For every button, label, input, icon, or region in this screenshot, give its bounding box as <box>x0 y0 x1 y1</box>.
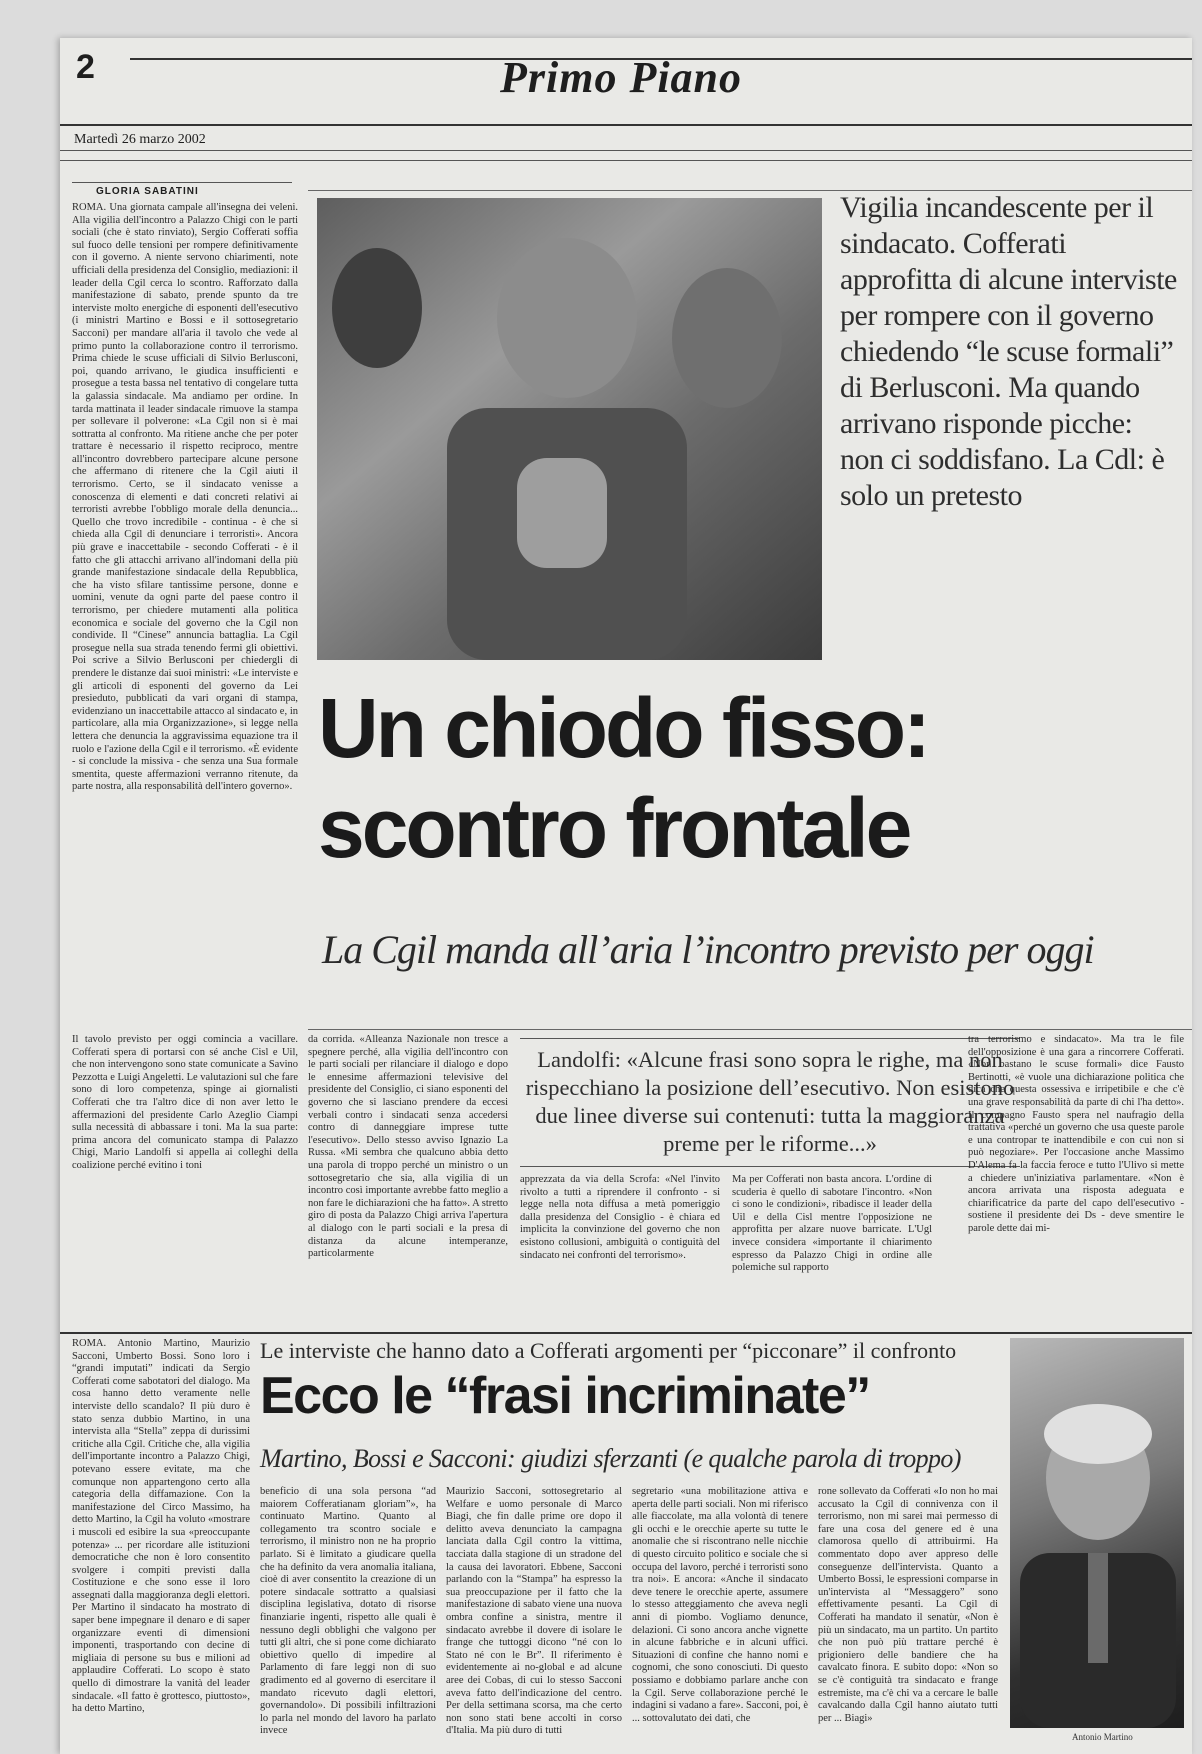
article1-deck: Vigilia incandescente per il sindacato. Cofferati approfitta di alcune interviste per rompere con il governo chiedendo “le scuse formali” di Berlusconi. Ma quando arrivano risponde picche: non ci soddisfano. La Cdl: è solo un pretesto <box>840 191 1177 512</box>
article2-column-1: ROMA. Antonio Martino, Maurizio Sacconi, Umberto Bossi. Sono loro i “grandi imputati” indicati da Sergio Cofferati come sabotatori del dialogo. Ma cosa hanno detto veramente nelle interviste dello scandalo? Il più duro è stato senza dubbio Martino, in una intervista alla “Stella” zeppa di durissimi critiche alla Cgil. Critiche che, alla vigilia dell'importante incontro a Palazzo Chigi, potevano essere evitate, ma che comunque non appartengono certo alla categoria della diffamazione. Con la manifestazione del Circo Massimo, ha detto Martino, la Cgil ha voluto «mostrare i muscoli ed esibire la sua «preoccupante potenza» ... per ricordare alle istituzioni democratiche che non è loro consentito svolgere i compiti previsti dalla Costituzione e che sono esse il loro assegnati dalla maggioranza degli elettori. Per Martino il sindacato ha mostrato di saper bene impegnare il denaro e di saper organizzare eventi di dimensioni imponenti, trasportando con decine di migliaia di persone su bus e milioni ad applaudire Cofferati. Lo scopo è stato quello di dimostrare la vanità del leader sindacale. «Il fatto è grottesco, piuttosto», ha detto Martino, <box>72 1338 250 1715</box>
article2-photo <box>1010 1338 1184 1728</box>
portrait-silhouette <box>317 198 822 660</box>
article2-headline: Ecco le “frasi incriminate” <box>260 1367 870 1425</box>
photo-caption: Antonio Martino <box>1072 1732 1133 1742</box>
article2-column-2: beneficio di una sola persona “ad maiorem Cofferatianam gloriam”», ha continuato Martino. Quanto al collegamento tra scontro sociale e terrorismo, il ministro non ne ha proprio parlato. Si è limitato a giudicare quella che ha definito da vera anomalia italiana, cioè di aver consentito la creazione di un potere sindacale sottratto a qualsiasi disciplina legislativa, dotato di risorse finanziarie ingenti, rispetto alle quali è nessuno degli obblighi che valgono per tutti gli altri, che si pone come dichiarato obiettivo quello di impedire al Parlamento di fare leggi non di suo gradimento ed al governo di esercitare il mandato ricevuto dagli elettori, governandolo». Di possibili infiltrazioni lo parla nel mondo del lavoro ha parlato invece <box>260 1486 436 1737</box>
author-byline: GLORIA SABATINI <box>96 186 199 197</box>
header-rule <box>60 124 1192 126</box>
header-rule-bottom-2 <box>60 160 1192 161</box>
article1-column-3: apprezzata da via della Scrofa: «Nel l'invito rivolto a tutti a riprendere il confronto - si legge nella nota diffusa a metà pomeriggio dalla presidenza del Consiglio - è chiara ed implicita la convinzione del governo che non esistono collusioni, ambiguità o contiguità del sindacato nei confronti del terrorismo». <box>520 1174 720 1261</box>
article2-column-5: rone sollevato da Cofferati «Io non ho mai accusato la Cgil di connivenza con il terrorismo, non mi sarei mai permesso di fare una cosa del genere ed è una clamorosa quello di attribuirmi. Ha commentato dopo aver appreso delle conseguenze dell'intervista. Quanto a Umberto Bossi, le espressioni comparse in un'intervista al “Messaggero” sono effettivamente pesanti. La Cgil di Cofferati ha mandato il senatùr, «Non è più un sindacato, ma un partito. Un partito che non può più trattare perché è prigioniero delle bandiere che ha cavalcato finora. E subito dopo: «Non so se c'è contiguità tra sindacato e frange estremiste, ma c'è chi va a cercare le balle cavalcando dalla Cgil hanno aiutato tutti per ... Biagi» <box>818 1486 998 1724</box>
newspaper-page <box>60 38 1192 1754</box>
section-title: Primo Piano <box>500 53 743 102</box>
article1-column-5: tra terrorismo e sindacato». Ma tra le file dell'opposizione è una gara a rincorrere Cofferati. «Non bastano le scuse formali» dice Fausto Bertinotti, «è vuole una dichiarazione politica che dica che questa ossessiva e irripetibile e che c'è una grave responsabilità da parte di chi l'ha detto». Il compagno Fausto spera nel naufragio della trattativa «perché un governo che usa queste parole e una contropar te inattendibile e con cui non si può negoziare». Per l'occasione anche Massimo D'Alema fa la faccia feroce e tutto l'Ulivo si mette a chiedere un'iniziativa parlamentare. «Non è ancora arrivata una risposta adeguata e chiarificatrice da parte del capo dell'esecutivo - sostiene il presidente dei Ds - deve smentire le parole dette dai mi- <box>968 1034 1184 1234</box>
header-rule-bottom <box>60 150 1192 151</box>
article2-kicker: Le interviste che hanno dato a Cofferati argomenti per “picconare” il confronto <box>260 1338 957 1363</box>
portrait-silhouette-2 <box>1010 1338 1184 1728</box>
article1-subhead: La Cgil manda all’aria l’incontro previsto per oggi <box>322 927 1094 972</box>
article2-column-3: Maurizio Sacconi, sottosegretario al Welfare e uomo personale di Marco Biagi, che fin dalle prime ore dopo il delitto aveva denunciato la campagna lanciata dalla Cgil contro la vittima, tacciata dalla stagione di un stradone del la causa dei lavoratori. Ebbene, Sacconi parlando con la “Stampa” ha espresso la sua preoccupazione per il fatto che la manifestazione di sabato viene una nuova ombra confine a sinistra, mentre il sindacato avrebbe il dovere di isolare le frange che tuttoggi dicono “né con lo Stato né con le Br”. Il riferimento è evidentemente ai no-global e ad alcune aree dei Cobas, di cui lo stesso Sacconi aveva fatto dell'indicazione del centro. Per della settimana scorsa, ma che certo non sono stati bene accolti in corso d'Italia. Ma più duro di tutti <box>446 1486 622 1737</box>
article2-column-4: segretario «una mobilitazione attiva e aperta delle parti sociali. Non mi riferisco alle fiaccolate, ma alla volontà di tenere gli occhi e le orecchie aperte su tutte le anomalie che si riscontrano nelle nicchie di questo circuito politico e sociale che si occupa del lavoro, perché i terroristi sono tra noi». E ancora: «Anche il sindacato deve tenere le orecchie aperte, assumere lo stesso atteggiamento che aveva negli anni di piombo. Vogliamo denunce, delazioni. Ci sono ancora anche vignette in alcune fabbriche e in alcuni uffici. Situazioni di confine che hanno nomi e cognomi, che sono conosciuti. Di questo possiamo e dobbiamo parlare anche con la Cgil. Serve collaborazione perché le indagini si vadano a fare». Sacconi, poi, è ... sottovalutato dei dati, che <box>632 1486 808 1724</box>
pull-quote: Landolfi: «Alcune frasi sono sopra le righe, ma non rispecchiano la posizione dell’esecutivo. Non esistono due linee diverse sui contenuti: tutta la maggioranza preme per le riforme...» <box>525 1047 1015 1156</box>
quote-rule-bottom <box>520 1166 1020 1167</box>
article1-column-1-bottom: Il tavolo previsto per oggi comincia a vacillare. Cofferati spera di portarsi con sé anche Cisl e Uil, che non intervengono sono state comunicate a Savino Pezzotta e Luigi Angeletti. Le valutazioni sul che fare sono di loro competenza, spinge ai giornalisti Cofferati che tra l'altro dice di non aver letto le affermazioni del presidente Carlo Azeglio Ciampi sulla necessità di abbassare i toni. Ma la sua parte: prima ancora del comunicato stampa di Palazzo Chigi, Mario Landolfi si appella ai colleghi della coalizione perché evitino i toni <box>72 1034 298 1171</box>
article1-headline: Un chiodo fisso: scontro frontale <box>318 681 928 875</box>
article1-column-4: Ma per Cofferati non basta ancora. L'ordine di scuderia è quello di sabotare l'incontro. «Non ci sono le condizioni», ribadisce il leader della Uil e della Cisl mentre l'opposizione ne approfitta per alzare nuove barricate. L'Ugl invece considera «importante il chiarimento espresso da Palazzo Chigi in ordine alle polemiche sul rapporto <box>732 1174 932 1274</box>
issue-date: Martedì 26 marzo 2002 <box>74 132 206 147</box>
author-rule <box>72 182 292 183</box>
article2-subhead: Martino, Bossi e Sacconi: giudizi sferzanti (e qualche parola di troppo) <box>260 1444 961 1473</box>
article1-column-2: da corrida. «Alleanza Nazionale non tresce a spegnere perché, alla vigilia dell'incontro con le parti sociali per rilanciare il dialogo e dopo le ennesime affermazioni televisive del presidente del Consiglio, ci siano esponenti del governo che si lasciano prendere da eccesi verbali contro i sindacati senza accedersi contro di danneggiare imprese tutte l'esecutivo». Dello stesso avviso Ignazio La Russa. «Mi sembra che qualcuno abbia detto una parola di troppo perché un ministro o un sottosegretario che sia, alla vigilia di un incontro così importante avrebbe fatto meglio a non fare le dichiarazioni che ha fatto». A stretto giro di posta da Palazzo Chigi arriva l'apertura al dialogo con le parti sociali e la presa di distanza da alcune intemperanze, particolarmente <box>308 1034 508 1260</box>
article2-rule <box>60 1332 1192 1334</box>
article1-column-1-top: ROMA. Una giornata campale all'insegna dei veleni. Alla vigilia dell'incontro a Palazzo Chigi con le parti sociali (che è stato rinviato), Sergio Cofferati soffia sul fuoco delle tensioni per rompere definitivamente con il governo. A niente servono chiarimenti, note ufficiali della presidenza del Consiglio, mediazioni: il leader della Cgil cerca lo scontro. Rafforzato dalla manifestazione di sabato, prende spunto da tre interviste molto energiche di esponenti dell'esecutivo (i ministri Martino e Bossi e il sottosegretario Sacconi) per mandare all'aria il tavolo che vede al primo punto la collaborazione contro il terrorismo. Prima chiede le scuse ufficiali di Silvio Berlusconi, poi, quando arrivano, le giudica insufficienti e prosegue a testa bassa nel tentativo di congelare tutta la galassia sindacale. Ma andiamo per ordine. In tarda mattinata il leader sindacale rimuove la stampa per sollevare il polverone: «La Cgil non si è mai sottratta al confronto. Ma ritiene anche che per poter trattare è necessario il rispetto reciproco, mentre all'incontro dovrebbero partecipare alcune persone che affermano di ritenere che la Cgil aiuti il terrorismo. Certo, se il sindacato venisse a conoscenza di elementi e dati concreti relativi ai terroristi avrebbe l'obbligo morale della denuncia... Quello che trovo incredibile - continua - è che si chieda alla Cgil di denunciare i terroristi». Ancora più grave e inaccettabile - secondo Cofferati - è il fatto che gli attacchi arrivano all'indomani della più grande manifestazione sindacale della Repubblica, che ha visto sfilare tantissime persone, donne e uomini, venute da ogni parte del paese contro il terrorismo, per chiedere mutamenti alla politica economica e sociale del governo che la Cgil non condivide. Il “Cinese” annuncia battaglia. La Cgil prosegue nella sua strada tenendo fermi gli obiettivi. Poi scrive a Silvio Berlusconi per chiedergli di prendere le distanze dai suoi ministri: «Le interviste e gli articoli di esponenti del governo da Lei presieduto, pubblicati da vari organi di stampa, evidenziano un inaccettabile attacco al sindacato e, in particolare, alla mia Organizzazione», si legge nella lettera che denuncia la aggravissima equazione tra il ruolo e l'azione della Cgil e il terrorismo. «È evidente - si conclude la missiva - che senza una Sua formale smentita, queste affermazioni verranno ritenute, da parte nostra, alla responsabilità dell'intero governo». <box>72 202 298 793</box>
article1-photo <box>317 198 822 660</box>
page-number: 2 <box>76 48 95 86</box>
quote-rule-top <box>520 1038 1020 1039</box>
